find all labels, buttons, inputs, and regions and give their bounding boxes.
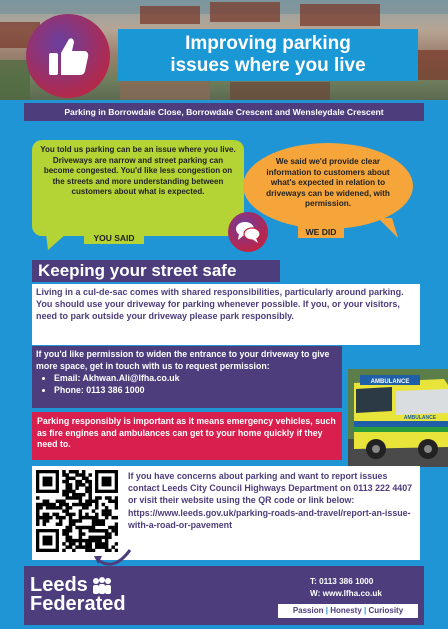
- permission-panel: [32, 346, 342, 408]
- location-subtitle: Parking in Borrowdale Close, Borrowdale Crescent and Wensleydale Crescent: [24, 103, 424, 121]
- section-heading: Keeping your street safe: [32, 260, 280, 282]
- ambulance-photo: [348, 369, 448, 467]
- value-separator: |: [325, 606, 328, 615]
- logo-line-2: Federated: [30, 593, 126, 615]
- thumbs-up-icon: [43, 31, 93, 81]
- we-did-label: WE DID: [298, 226, 344, 238]
- green-bubble-tail: [46, 234, 66, 250]
- thumbs-up-badge: [26, 14, 110, 98]
- footer-telephone[interactable]: T: 0113 386 1000: [310, 577, 374, 586]
- concerns-text: If you have concerns about parking and want to report issues contact Leeds City Council Highways Department on 0113 222 4407 or visit their website using the QR code or link below: https://www.leeds.gov.uk/parking-roads-and-travel/report-an-issue-with-a-road-or-pavement: [128, 471, 413, 530]
- value-separator: |: [364, 606, 367, 615]
- phone-item[interactable]: • Phone: 0113 386 1000: [54, 385, 338, 397]
- emergency-panel: [32, 412, 342, 460]
- title-line-1: Improving parking: [185, 33, 351, 54]
- values-strip: [278, 604, 418, 618]
- you-said-label: YOU SAID: [84, 232, 144, 244]
- cul-de-sac-text: Living in a cul-de-sac comes with shared responsibilities, particularly around parking. You should use your driveway for parking whenever possible. If you, or your visitors, need to park outside your driveway please park responsibly.: [36, 287, 404, 321]
- ambulance-illustration: [348, 369, 448, 467]
- we-did-text: We said we'd provide clear information to customers about what's expected in relation to driveways can be widened, with permission.: [266, 157, 390, 209]
- contact-list: [36, 373, 338, 396]
- value-honesty: Honesty: [330, 606, 362, 615]
- we-did-bubble: [243, 143, 413, 229]
- footer-website[interactable]: W: www.lfha.co.uk: [310, 589, 382, 598]
- chat-badge: [228, 212, 268, 252]
- emergency-text: Parking responsibly is important as it means emergency vehicles, such as fire engines and ambulances can get to your home quickly if they need to.: [37, 416, 336, 450]
- you-said-bubble: [32, 140, 244, 236]
- value-curiosity: Curiosity: [368, 606, 404, 615]
- qr-code[interactable]: [36, 470, 118, 552]
- cul-de-sac-panel: [32, 284, 420, 345]
- ambulance-roof-sign: AMBULANCE: [370, 379, 410, 385]
- email-item[interactable]: • Email: Akhwan.Ali@lfha.co.uk: [54, 373, 338, 385]
- footer-contact: [310, 576, 382, 600]
- ambulance-side-text: AMBULANCE: [403, 415, 437, 421]
- people-icon: [91, 577, 113, 595]
- leeds-federated-logo: [30, 576, 126, 614]
- orange-bubble-tail: [378, 218, 398, 238]
- qr-code-icon: [36, 470, 118, 552]
- speech-bubbles-icon: [235, 220, 261, 244]
- logo-line-1: Leeds: [30, 574, 88, 596]
- value-passion: Passion: [292, 606, 324, 615]
- title-line-2: issues where you live: [170, 55, 366, 76]
- you-said-text: You told us parking can be an issue where you live. Driveways are narrow and street parking can become congested. You'd like less congestion on the streets and more understanding between customers about what is expected.: [40, 145, 236, 197]
- page-title: [118, 29, 418, 81]
- permission-text: If you'd like permission to widen the entrance to your driveway to give more space, get in touch with us to request permission:: [36, 349, 330, 371]
